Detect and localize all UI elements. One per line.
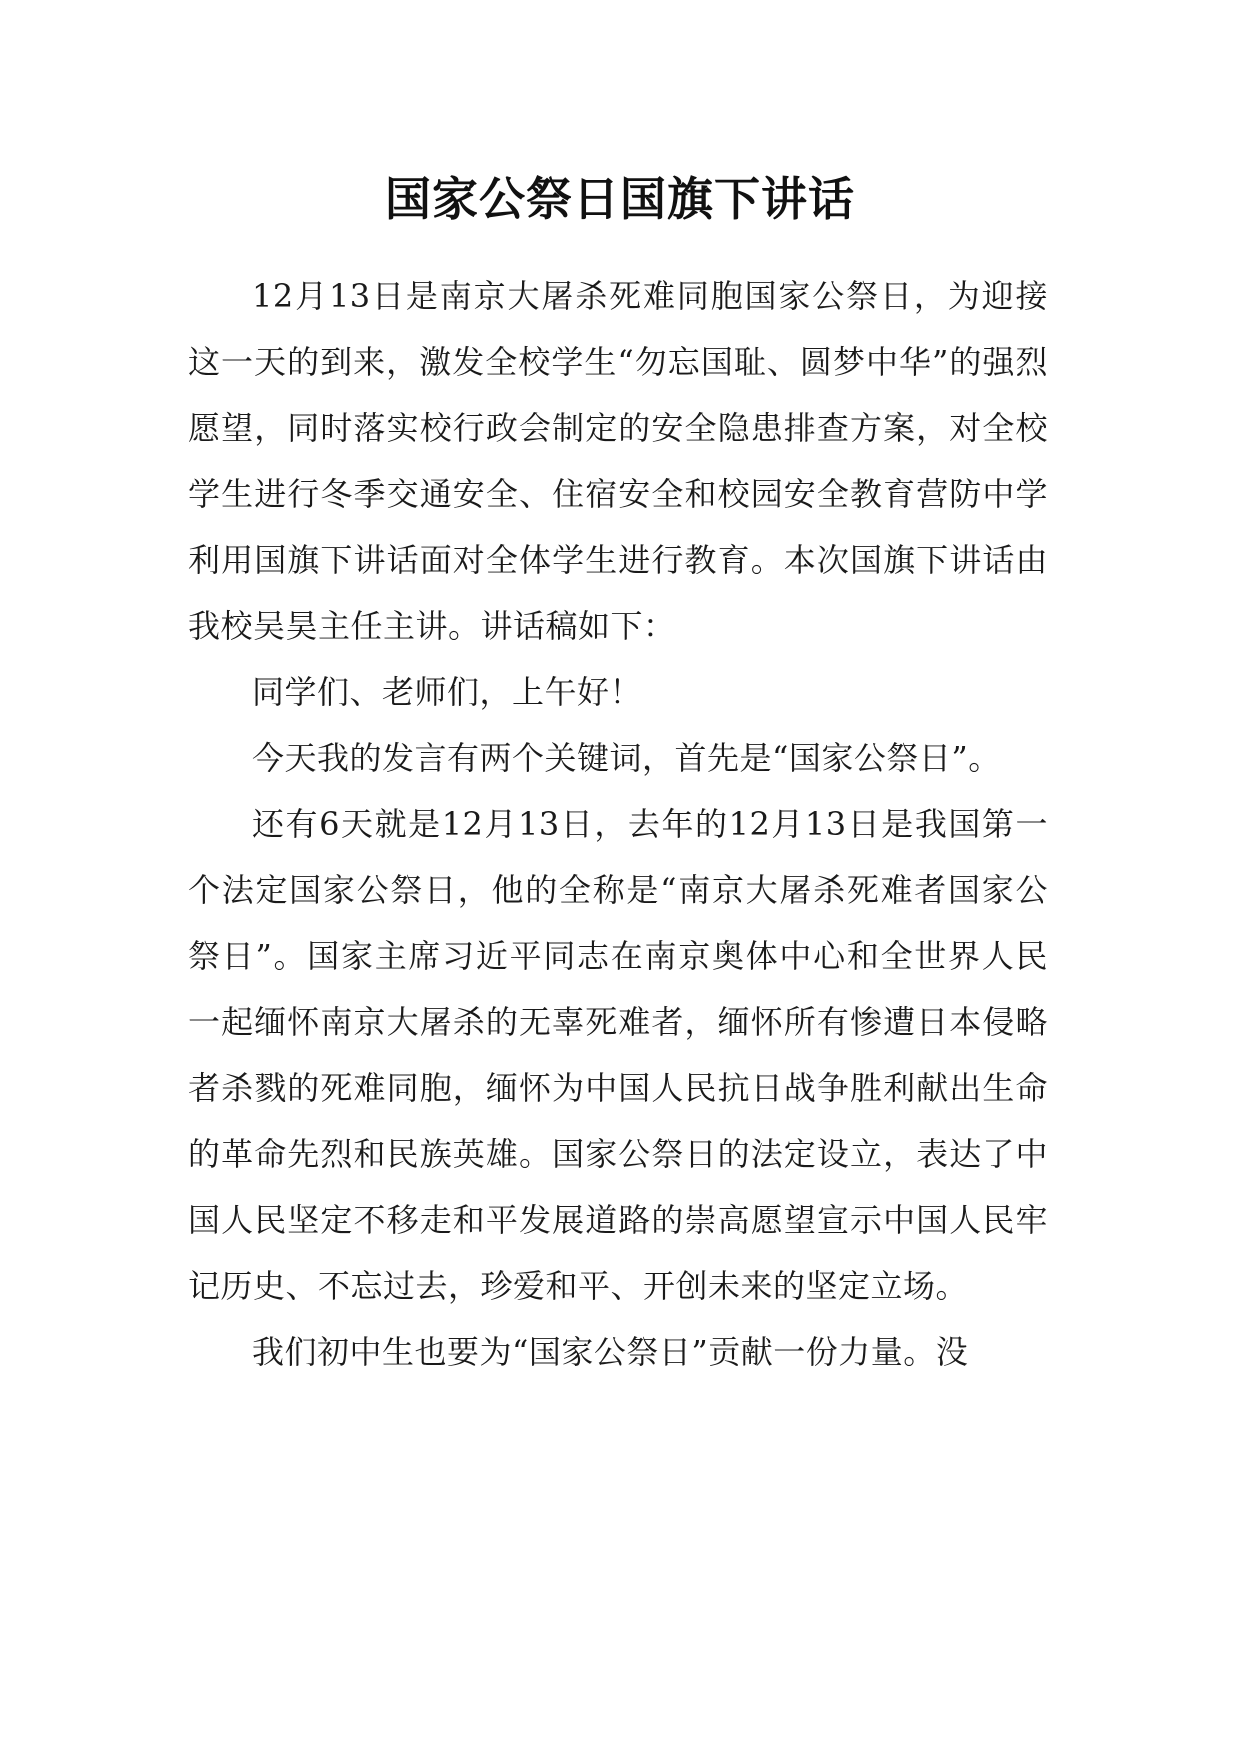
paragraph-intro: 12月13日是南京大屠杀死难同胞国家公祭日，为迎接这一天的到来，激发全校学生“勿忘国耻、圆梦中华”的强烈愿望，同时落实校行政会制定的安全隐患排查方案，对全校学生进行冬季交通安全、住宿安全和校园安全教育营防中学利用国旗下讲话面对全体学生进行教育。本次国旗下讲话由我校吴昊主任主讲。讲话稿如下：: [188, 277, 1048, 645]
document-body: [188, 263, 1048, 1385]
paragraph-keyword: 今天我的发言有两个关键词，首先是“国家公祭日”。: [252, 739, 1001, 777]
paragraph-contribution: 我们初中生也要为“国家公祭日”贡献一份力量。没: [252, 1333, 969, 1371]
paragraph-history: 还有6天就是12月13日，去年的12月13日是我国第一个法定国家公祭日，他的全称是“南京大屠杀死难者国家公祭日”。国家主席习近平同志在南京奥体中心和全世界人民一起缅怀南京大屠杀的无辜死难者，缅怀所有惨遭日本侵略者杀戮的死难同胞，缅怀为中国人民抗日战争胜利献出生命的革命先烈和民族英雄。国家公祭日的法定设立，表达了中国人民坚定不移走和平发展道路的崇高愿望宣示中国人民牢记历史、不忘过去，珍爱和平、开创未来的坚定立场。: [188, 805, 1048, 1305]
document-title: 国家公祭日国旗下讲话: [385, 172, 855, 226]
paragraph-greeting: 同学们、老师们，上午好！: [252, 673, 643, 711]
